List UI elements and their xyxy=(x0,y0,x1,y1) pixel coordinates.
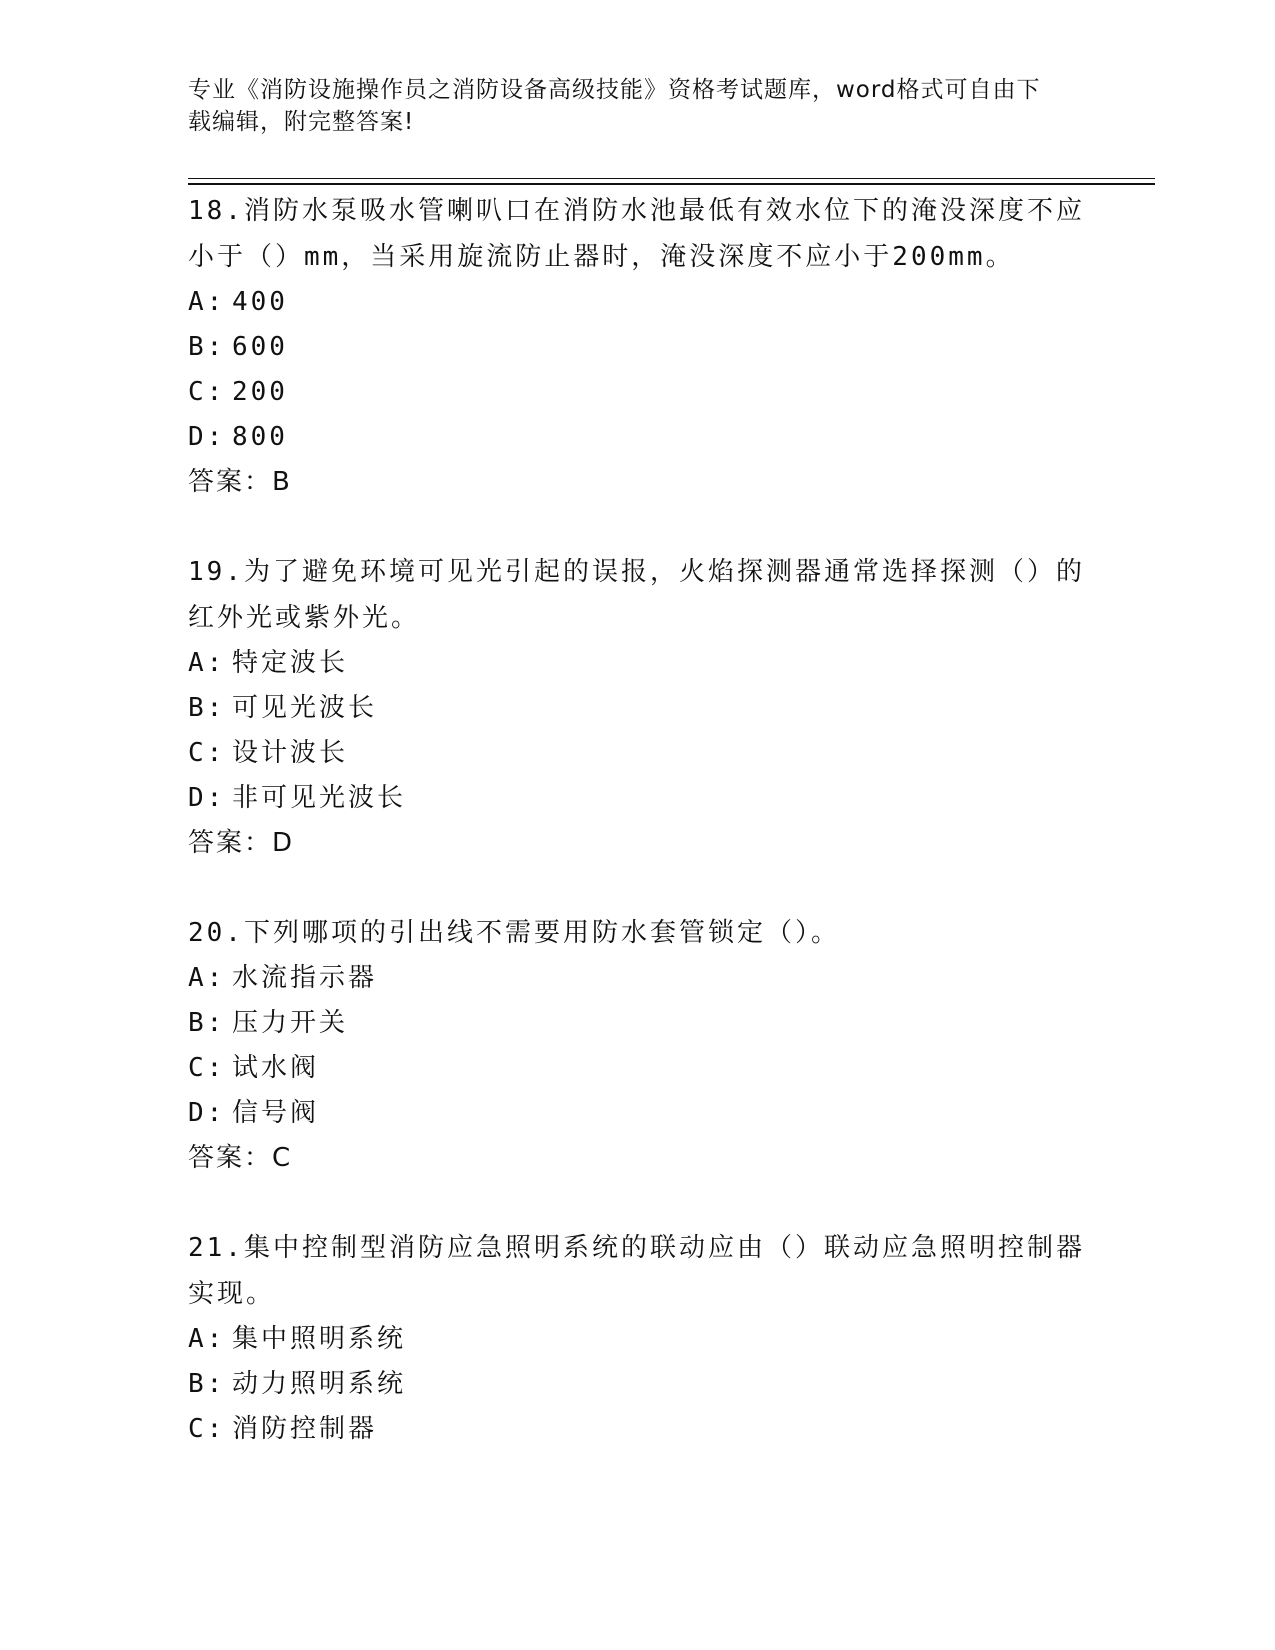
option-c xyxy=(188,370,1088,415)
option-a xyxy=(188,280,1088,325)
question-stem-line-2: 实现。 xyxy=(188,1279,276,1309)
question-stem-line-2: 小于（）mm，当采用旋流防止器时，淹没深度不应小于200mm。 xyxy=(188,242,1015,272)
option-c xyxy=(188,731,1088,776)
question-20 xyxy=(188,910,1088,1181)
header-divider-thin xyxy=(188,178,1155,179)
option-letter: B: xyxy=(188,693,226,723)
option-text: 压力开关 xyxy=(232,1008,349,1038)
option-d xyxy=(188,1091,1088,1136)
question-19 xyxy=(188,549,1088,866)
option-a xyxy=(188,641,1088,686)
option-letter: B: xyxy=(188,1369,226,1399)
option-text: 600 xyxy=(232,332,288,362)
option-b xyxy=(188,325,1088,370)
option-text: 水流指示器 xyxy=(232,963,378,993)
option-text: 消防控制器 xyxy=(232,1414,378,1444)
option-c xyxy=(188,1407,1088,1452)
option-text: 可见光波长 xyxy=(232,693,378,723)
option-a xyxy=(188,956,1088,1001)
option-text: 非可见光波长 xyxy=(232,783,407,813)
answer-label: 答案：D xyxy=(188,828,295,858)
option-letter: D: xyxy=(188,422,226,452)
option-letter: A: xyxy=(188,287,226,317)
question-stem-line-1: 21.集中控制型消防应急照明系统的联动应由（）联动应急照明控制器 xyxy=(188,1233,1085,1263)
option-letter: C: xyxy=(188,377,226,407)
option-b xyxy=(188,686,1088,731)
option-letter: A: xyxy=(188,1324,226,1354)
option-letter: D: xyxy=(188,783,226,813)
question-stem xyxy=(188,549,1088,641)
option-text: 设计波长 xyxy=(232,738,349,768)
option-text: 信号阀 xyxy=(232,1098,320,1128)
option-b xyxy=(188,1362,1088,1407)
option-a xyxy=(188,1317,1088,1362)
question-stem xyxy=(188,1225,1088,1317)
question-stem-line-1: 18.消防水泵吸水管喇叭口在消防水池最低有效水位下的淹没深度不应 xyxy=(188,196,1085,226)
option-text: 集中照明系统 xyxy=(232,1324,407,1354)
question-stem xyxy=(188,188,1088,280)
option-letter: C: xyxy=(188,1053,226,1083)
question-stem-line-2: 红外光或紫外光。 xyxy=(188,603,421,633)
header-divider-thick xyxy=(188,183,1155,185)
answer-label: 答案：C xyxy=(188,1143,293,1173)
option-text: 200 xyxy=(232,377,288,407)
question-list xyxy=(188,188,1088,1496)
header-line-2: 载编辑，附完整答案! xyxy=(188,109,415,135)
header-line-1: 专业《消防设施操作员之消防设备高级技能》资格考试题库，word格式可自由下 xyxy=(188,77,1041,103)
option-letter: D: xyxy=(188,1098,226,1128)
option-d xyxy=(188,776,1088,821)
question-18 xyxy=(188,188,1088,505)
option-letter: C: xyxy=(188,1414,226,1444)
option-letter: B: xyxy=(188,1008,226,1038)
document-header xyxy=(188,74,1068,138)
option-c xyxy=(188,1046,1088,1091)
question-stem xyxy=(188,910,1088,956)
option-text: 试水阀 xyxy=(232,1053,320,1083)
option-letter: B: xyxy=(188,332,226,362)
option-text: 特定波长 xyxy=(232,648,349,678)
question-21 xyxy=(188,1225,1088,1452)
question-stem-line-1: 20.下列哪项的引出线不需要用防水套管锁定（）。 xyxy=(188,918,840,948)
option-letter: A: xyxy=(188,648,226,678)
option-b xyxy=(188,1001,1088,1046)
option-d xyxy=(188,415,1088,460)
option-text: 400 xyxy=(232,287,288,317)
option-text: 800 xyxy=(232,422,288,452)
option-letter: A: xyxy=(188,963,226,993)
option-letter: C: xyxy=(188,738,226,768)
option-text: 动力照明系统 xyxy=(232,1369,407,1399)
question-stem-line-1: 19.为了避免环境可见光引起的误报，火焰探测器通常选择探测（）的 xyxy=(188,557,1085,587)
answer-label: 答案：B xyxy=(188,467,292,497)
